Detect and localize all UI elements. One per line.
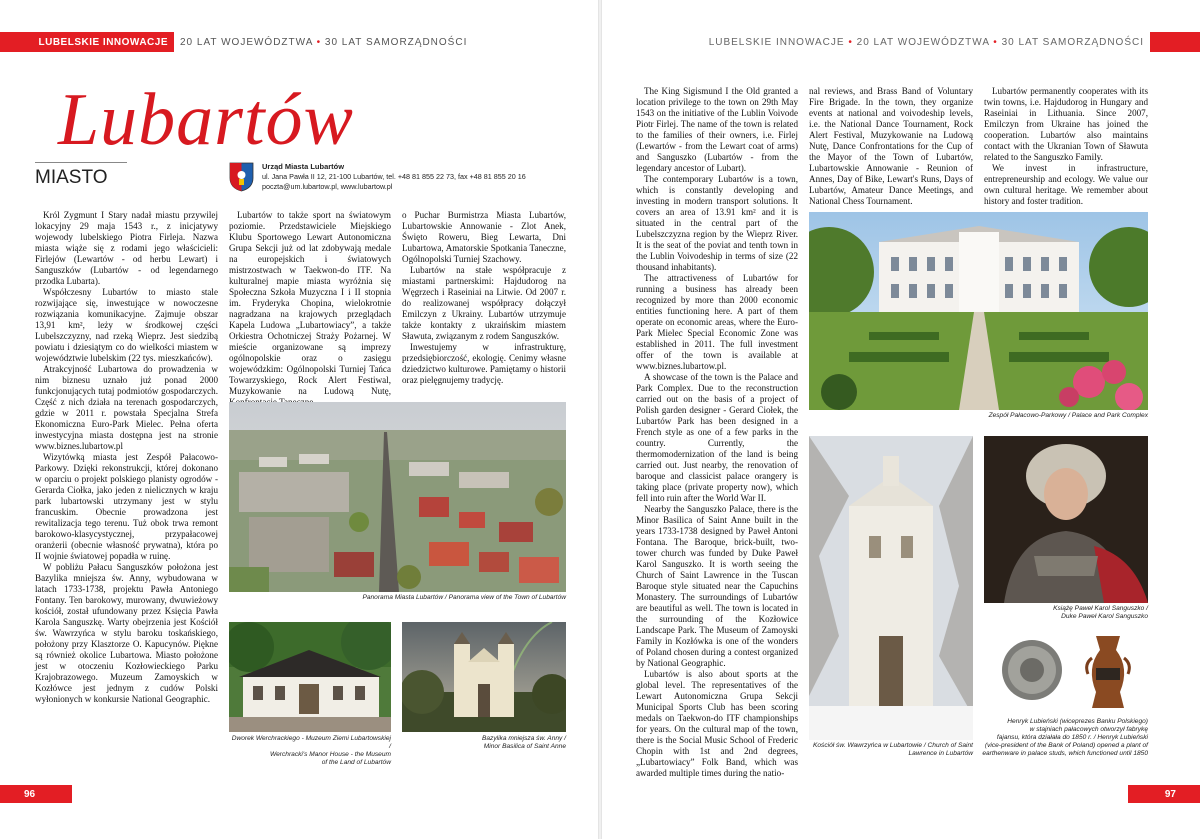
town-office-info xyxy=(229,162,526,192)
paragraph: Atrakcyjność Lubartowa do prowadzenia w nim biznesu uznało już ponad 2000 funkcjonujących tutaj podmiotów gospodarczych. Część z nich działa na terenach gospodarczych, gdzie w 2011 r. powstała Specjalna Strefa Ekonomiczna Euro-Park Mielec. Pełna oferta inwestycyjna miasta dostępna jest na stronie www.biznes.lubartow.pl xyxy=(35,364,218,451)
church-photo xyxy=(809,436,973,740)
header-subtitle xyxy=(703,37,1150,48)
portrait-caption xyxy=(984,605,1148,621)
running-header xyxy=(602,32,1200,52)
header-part1: 20 LAT WOJEWÓDZTWA xyxy=(856,36,990,48)
office-address: ul. Jana Pawła II 12, 21-100 Lubartów, tel. +48 81 855 22 73, fax +48 81 855 20 16 xyxy=(262,172,526,181)
page-number-left: 96 xyxy=(0,785,72,803)
palace-image xyxy=(809,212,1148,410)
text-column-1 xyxy=(35,210,218,705)
church-image xyxy=(809,436,973,740)
caption-line: Lawrence in Lubartów xyxy=(908,750,973,757)
caption-line: Henryk Lubieński (wiceprezes Banku Polskiego) xyxy=(1007,718,1148,725)
panorama-caption: Panorama Miasta Lubartów / Panorama view of the Town of Lubartów xyxy=(362,594,566,601)
header-part2: 30 LAT SAMORZĄDNOŚCI xyxy=(1001,36,1144,48)
basilica-image xyxy=(402,622,566,732)
portrait-image xyxy=(984,436,1148,603)
caption-line: Bazylika mniejsza św. Anny / xyxy=(481,735,566,742)
header-separator: • xyxy=(848,36,853,48)
text-column-2 xyxy=(229,210,391,408)
paragraph: We invest in infrastructure, entrepreneurship and ecology. We value our own cultural heritage. We remember about history and foster tradition. xyxy=(984,163,1148,206)
caption-line: (vice-president of the Bank of Poland) opened a plant of xyxy=(984,742,1148,749)
paragraph: The King Sigismund I the Old granted a location privilege to the town on 29th May 1543 on the initiative of the Lublin Voivode Piotr Firlej. The name of the town is related to the families of their owners, i.e. Firlej (Lewartów - from the Lewart coat of arms) and Sanguszko (Lubartów - from the legendary ancestor of Lubart). xyxy=(636,86,798,173)
text-column-6 xyxy=(984,86,1148,207)
panorama-image xyxy=(229,402,566,592)
header-subtitle xyxy=(174,37,473,48)
office-text xyxy=(262,162,526,192)
paragraph: Lubartów is also about sports at the global level. The representatives of the Lewart Autonomiczna Grupa Sekcji Municipal Sports Club has been scoring medals on Taekwon-do ITF championships for years. On the cultural map of the town, there is the Social Music School of Frederic Chopin with 1st and 2nd degrees, „Lubartowiacy” Folk Band, which was awarded multiple times during the natio- xyxy=(636,669,798,778)
header-part2: 30 LAT SAMORZĄDNOŚCI xyxy=(324,36,468,48)
page-title: Lubartów xyxy=(58,79,354,161)
header-separator: • xyxy=(316,36,322,48)
manor-house-image xyxy=(229,622,391,732)
paragraph: Lubartów na stałe współpracuje z miastami partnerskimi: Hajdudorog na Węgrzech i Raseiniai na Litwie. Od 2007 r. do realizowanej współpracy dołączył Emilczyn z Ukrainy. Lubartów utrzymuje także kontakty z ukraińskim miastem Sławuta, związanym z rodem Sanguszków. xyxy=(402,265,566,341)
text-column-5 xyxy=(809,86,973,207)
palace-caption: Zespół Pałacowo-Parkowy / Palace and Park Complex xyxy=(988,412,1148,419)
manor-house-photo xyxy=(229,622,391,732)
page-subtitle: MIASTO xyxy=(35,162,127,189)
caption-line: of the Land of Lubartów xyxy=(321,759,391,766)
paragraph: Lubartów to także sport na światowym poziomie. Przedstawiciele Miejskiego Klubu Sportowego Lewart Autonomiczna Grupa Sekcji już od lat zdobywają medale na europejskich i światowych mistrzostwach w Taekwon-do ITF. Na kulturalnej mapie miasta wyróżnia się Społeczna Szkoła Muzyczna I i II stopnia im. Fryderyka Chopina, wielokrotnie nagradzana na krajowych przeglądach Kapela Ludowa „Lubartowiacy”, a także Orkiestra Ochotniczej Straży Pożarnej. W mieście organizowane są imprezy ogólnopolskie oraz o zasięgu wojewódzkim: Ogólnopolski Turniej Tańca Towarzyskiego, Rock Alert Festiwal, Muzykowanie na Ludową Nutę, xyxy=(229,210,391,396)
paragraph: o Puchar Burmistrza Miasta Lubartów, Lubartowskie Annowanie - Zlot Anek, Święto Roweru, Bieg Lewarta, Dni Lubartowa, Amatorskie Spotkania Taneczne, Ogólnopolski Turniej Szachowy. xyxy=(402,210,566,264)
palace-photo xyxy=(809,212,1148,410)
panorama-photo xyxy=(229,402,566,592)
page-97 xyxy=(602,0,1200,839)
caption-line: Książę Paweł Karol Sanguszko / xyxy=(1053,605,1148,612)
faience-caption xyxy=(972,718,1148,758)
paragraph: Inwestujemy w infrastrukturę, przedsiębiorczość, ekologię. Cenimy własne dziedzictwo kulturowe. Pamiętamy o historii oraz pielęgnujemy tradycję. xyxy=(402,342,566,385)
text-column-3 xyxy=(402,210,566,386)
caption-line: Dworek Werchrackiego - Muzeum Ziemi Lubartowskiej / xyxy=(231,735,391,750)
running-header xyxy=(0,32,598,52)
caption-line: fajansu, która działała do 1850 r. / Henryk Lubieński xyxy=(996,734,1148,741)
paragraph: W pobliżu Pałacu Sanguszków położona jest Bazylika mniejsza św. Anny, wybudowana w latach 1733-1738, projektu Pawła Antoniego Fontany. Ten barokowy, murowany, dwuwieżowy kościół, został ufundowany przez Księcia Pawła Karola Sanguszkę. Warty obejrzenia jest Kościół św. Wawrzyńca w stylu baroku toskańskiego, położony przy Klasztorze O. Kapucynów. Piękne są również okolice Lubartowa. Miasto położone jest w otoczeniu Kozłowieckiego Parku Krajobrazowego. Muzeum Zamoyskich w Kozłówce jest jednym z cudów Polski wyłonionych w konkursie National Geographic. xyxy=(35,562,218,704)
basilica-photo xyxy=(402,622,566,732)
header-separator: • xyxy=(993,36,998,48)
paragraph: Nearby the Sanguszko Palace, there is the Minor Basilica of Saint Anne built in the years 1733-1738 designed by Paweł Antoni Fontana. The Baroque, brick-built, two-tower church was funded by Duke Paweł Karol Sanguszko. It is worth seeing the Church of Saint Lawrence in the Tuscan Baroque style situated near the Capuchins Monastery. The surroundings of Lubartów are beautiful as well. The town is located in the surrounding of the Kozłowice Landscape Park. The Museum of Zamoyski Family in Kozłówka is one of the wonders of Poland chosen during a contest organized by National Geographic. xyxy=(636,504,798,668)
faience-image xyxy=(984,628,1148,716)
caption-line: w stajniach pałacowych otworzył fabrykę xyxy=(1029,726,1148,733)
header-red-bar xyxy=(1150,32,1200,52)
paragraph: The contemporary Lubartów is a town, which is constantly developing and investing in modern transport solutions. It covers an area of 13.91 km² and it is situated in the central part of the Lubelszczyzna region by the Wieprz River. It is the seat of the poviat and tenth town in the Lublin Voivodeship in terms of size (22 thousand inhabitants). xyxy=(636,174,798,272)
page-number-right: 97 xyxy=(1128,785,1200,803)
caption-line: Werchracki's Manor House - the Museum xyxy=(270,751,391,758)
paragraph: Król Zygmunt I Stary nadał miastu przywilej lokacyjny 29 maja 1543 r., z inicjatywy wojewody lubelskiego Piotra Firleja. Nazwa miasta wiąże się z rodami jego właścicieli: Firlejów (Lewartów - od herbu Lewart) i Sanguszków (Lubartów - od legendarnego przodka Lubarta). xyxy=(35,210,218,286)
church-caption xyxy=(809,742,973,758)
paragraph: A showcase of the town is the Palace and Park Complex. Due to the reconstruction carried out on the basis of a project of Polish garden designer - Gerard Ciołek, the Lubartów Park has been designed in a French style as one of a few parks in the country. Currently, the thermomodernization of the land is being carried out. Just nearby, the renovation of baroque and classicist palace orangery is taking place (private property now), which fell into ruin after the World War II. xyxy=(636,372,798,503)
caption-line: earthenware in palace studs, which functioned until 1850 xyxy=(982,750,1148,757)
header-brand: LUBELSKIE INNOWACJE xyxy=(708,36,845,48)
paragraph: The attractiveness of Lubartów for running a business has already been recognized by more than 2000 economic entities functioning here. A part of them operate on economic areas, where the Euro-Park Mielec Special Economic Zone was established in 2011. The full investment offer of the town is available at www.biznes.lubartow.pl. xyxy=(636,273,798,371)
paragraph: Współczesny Lubartów to miasto stale rozwijające się, inwestujące w nowoczesne rozwiązania komunikacyjne. Zajmuje obszar 13,91 km², leży w środkowej części Lubelszczyzny, nad rzeką Wieprz. Jest siedzibą powiatu i dziesiątym co do wielkości miastem w województwie lubelskim (22 tys. mieszkańców). xyxy=(35,287,218,363)
header-brand: LUBELSKIE INNOWACJE xyxy=(0,32,174,52)
basilica-caption xyxy=(402,735,566,751)
caption-line: Duke Paweł Karol Sanguszko xyxy=(1061,613,1148,620)
office-name: Urząd Miasta Lubartów xyxy=(262,162,345,171)
page-96 xyxy=(0,0,598,839)
paragraph: Wizytówką miasta jest Zespół Pałacowo-Parkowy. Dzięki rekonstrukcji, której dokonano w oparciu o projekt polskiego planisty ogrodów - Gerarda Ciołka, jako jeden z nielicznych w kraju park lubartowski utrzymany jest w stylu francuskim. Obecnie prowadzona jest rewitalizacja tego terenu. Tuż obok trwa remont barokowo-klasycystycznej, przypałacowej oranżerii (obecnie własność prywatna), która po II wojnie światowej popadła w ruinę. xyxy=(35,452,218,561)
coat-of-arms-icon xyxy=(229,162,254,192)
paragraph: nal reviews, and Brass Band of Voluntary Fire Brigade. In the town, they organize events at national and voivodeship levels, i.e. the National Dance Tournament, Rock Alert Festival, Muzykowanie na Ludową Nutę, Dance Confrontations for the Cup of the Mayor of the Town of Lubartów, Lubartowskie Annowanie - Reunion of Annes, Day of Bike, Lewart's Runs, Days of Lubartów, Amateur Dance Meetings, and National Chess Tournament. xyxy=(809,86,973,206)
paragraph: Lubartów permanently cooperates with its twin towns, i.e. Hajdudorog in Hungary and Raseiniai in Lithuania. Since 2007, Emilczyn from Ukraine has joined the cooperation. Lubartów also maintains contact with the Ukranian Town of Sławuta related to the Sanguszko Family. xyxy=(984,86,1148,162)
header-part1: 20 LAT WOJEWÓDZTWA xyxy=(180,36,313,48)
caption-line: Minor Basilica of Saint Anne xyxy=(483,743,566,750)
manor-house-caption xyxy=(229,735,391,767)
faience-photo xyxy=(984,628,1148,716)
text-column-4 xyxy=(636,86,798,779)
office-web: poczta@um.lubartow.pl, www.lubartow.pl xyxy=(262,182,393,191)
portrait-photo xyxy=(984,436,1148,603)
caption-line: Kościół św. Wawrzyńca w Lubartowie / Church of Saint xyxy=(812,742,973,749)
